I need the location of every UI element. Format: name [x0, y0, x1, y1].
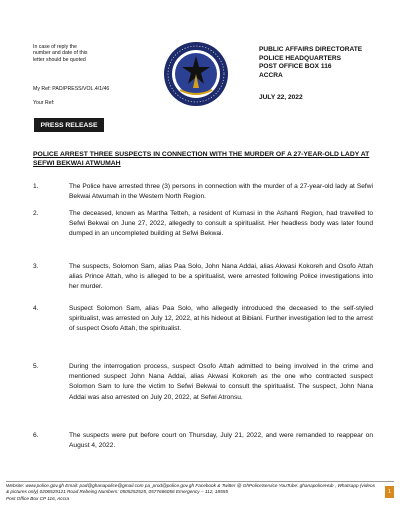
item-number: 4. [33, 305, 39, 312]
list-item [33, 304, 373, 335]
ref-note-line: number and date of this [33, 50, 88, 57]
headline: POLICE ARREST THREE SUSPECTS IN CONNECTION WITH THE MURDER OF A 27-YEAR-OLD LADY AT SEFWI BEKWAI ATWUMAH [33, 151, 370, 168]
item-text: The suspects, Solomon Sam, alias Paa Solo, John Nana Addai, alias Akwasi Kokoreh and Osofo Attah alias Prince Attah, who is alleged to be a spiritualist, were arrested following Police investigations into her murder. [69, 263, 373, 291]
footer-line: Website: www.police.gov.gh Email: pad@ghanapolice@gmail.com pa_prod@police.gov.gh Facebook & Twitter @ GhPoliceService YouTube: ghanapoliceHub , Whatsapp (videos & pictures only) 0206529121 Road Rebeing Numbers: 0505252525, 0577666056 Emergency – 112, 18555 [6, 483, 375, 495]
reply-reference-note [33, 44, 88, 63]
item-text: Suspect Solomon Sam, alias Paa Solo, who allegedly introduced the deceased to the self-styled spiritualist, was arrested on July 12, 2022, at his hideout at Bibiani. Further investigation led to the arrest of suspect Osofo Attah, the spiritualist. [69, 305, 373, 333]
footer-contacts [6, 483, 378, 502]
directorate-address [259, 46, 362, 80]
item-number: 2. [33, 210, 39, 217]
release-date: JULY 22, 2022 [259, 94, 303, 101]
list-item [33, 431, 373, 451]
item-text: During the interrogation process, suspect Osofo Attah admitted to being involved in the crime and mentioned suspect John Nana Addai, alias Akwasi Kokoreh as the one who contracted suspect Solomon Sam to lure the victim to Sefwi Bekwai to consult the spiritualist. The suspect, John Nana Addai was also arrested on July 20, 2022, at Sefwi Atronsu. [69, 363, 373, 401]
item-number: 3. [33, 263, 39, 270]
item-number: 6. [33, 432, 39, 439]
ghana-police-crest-icon [162, 40, 230, 108]
address-line: POST OFFICE BOX 116 [259, 63, 332, 71]
address-line: POLICE HEADQUARTERS [259, 54, 342, 62]
item-text: The Police have arrested three (3) persons in connection with the murder of a 27-year-old lady at Sefwi Bekwai Atwumah in the Western North Region. [69, 183, 373, 201]
list-item [33, 209, 373, 240]
list-item [33, 182, 373, 202]
ref-note-line: In case of reply the [33, 44, 77, 50]
address-line: PUBLIC AFFAIRS DIRECTORATE [259, 46, 363, 53]
list-item [33, 262, 373, 293]
your-reference: Your Ref: [33, 100, 55, 106]
item-number: 5. [33, 363, 39, 370]
ref-note-line: letter should be quoted [33, 56, 86, 63]
my-reference: My Ref: PAD/PRESS/VOL.4/1/46 [33, 86, 110, 92]
page-number: 1 [385, 486, 394, 498]
press-release-badge: PRESS RELEASE [34, 118, 104, 132]
footer-divider [6, 481, 394, 482]
item-text: The deceased, known as Martha Tetteh, a resident of Kumasi in the Ashanti Region, had travelled to Sefwi Bekwai on June 27, 2022, allegedly to consult a spiritualist. Her headless body was later found dumped in an uncompleted building at Sefwi Bekwai. [69, 210, 373, 238]
address-line: ACCRA [259, 71, 283, 79]
item-number: 1. [33, 183, 39, 190]
footer-line: Post Office Box CP 116, Accra [6, 495, 70, 501]
list-item [33, 362, 373, 403]
item-text: The suspects were put before court on Thursday, July 21, 2022, and were remanded to reappear on August 4, 2022. [69, 432, 373, 450]
